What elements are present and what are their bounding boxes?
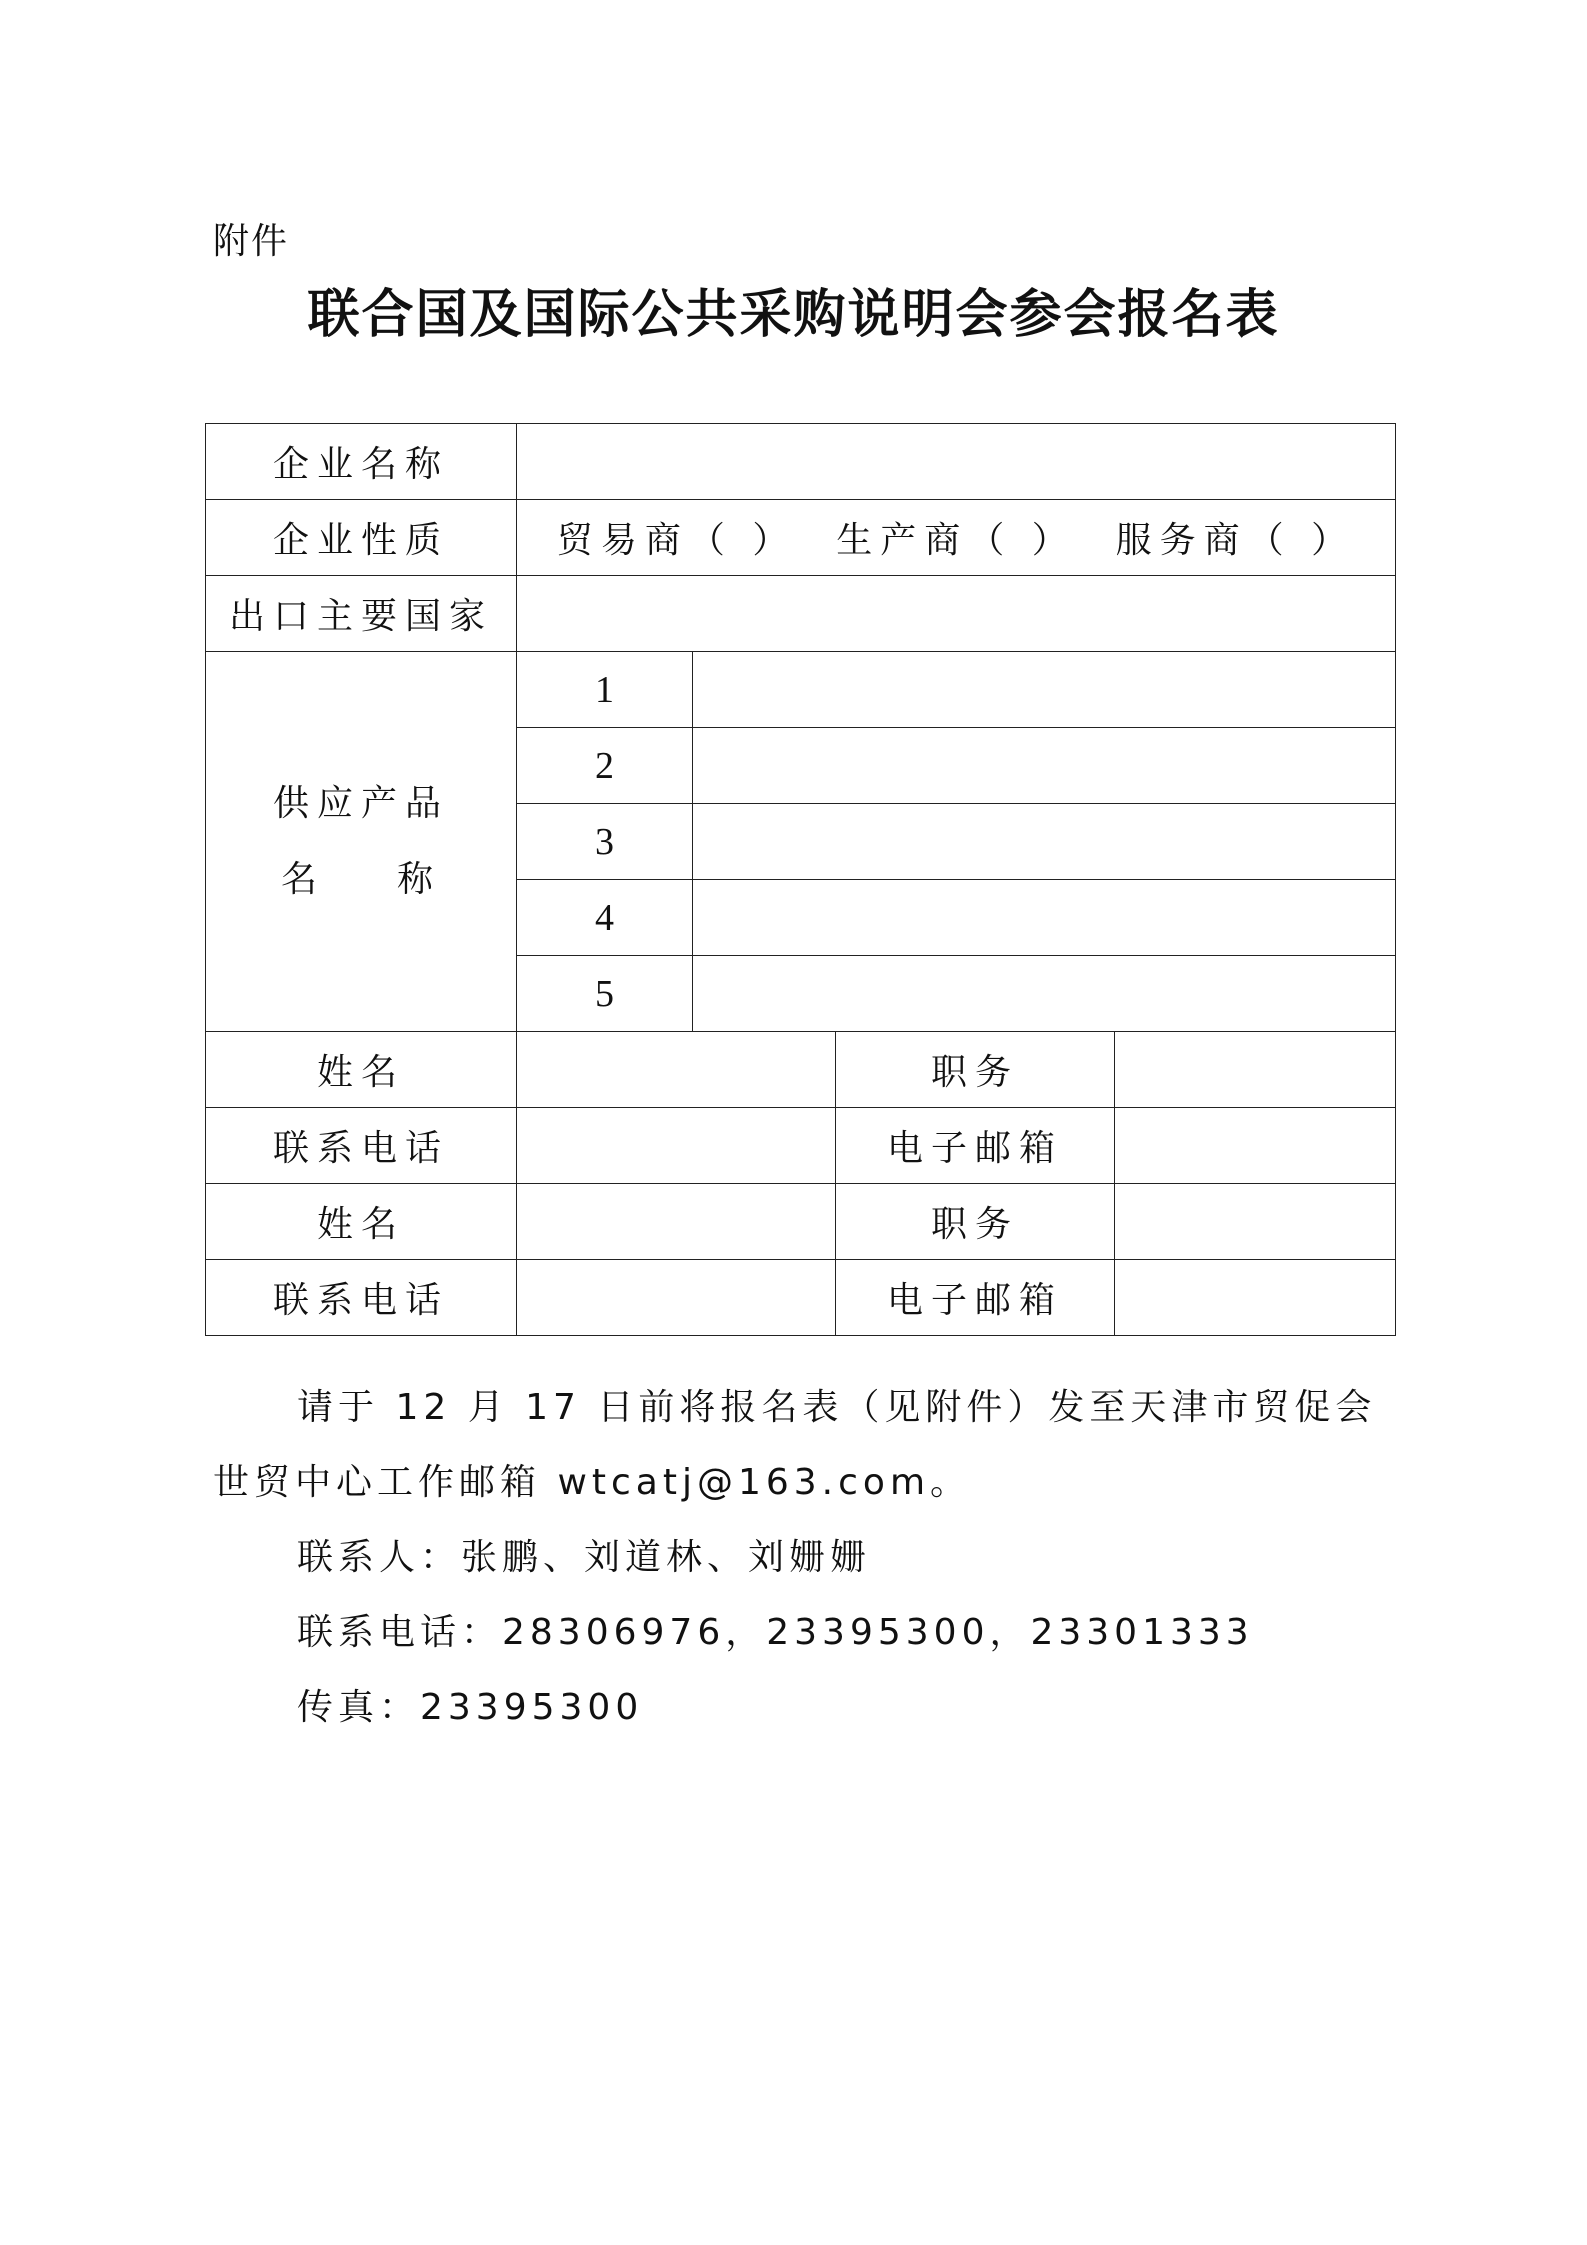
contact-position-field[interactable]	[1115, 1184, 1396, 1260]
contact-name-row	[206, 1184, 1396, 1260]
contact-phone-field[interactable]	[517, 1260, 836, 1336]
company-name-field[interactable]	[517, 424, 1396, 500]
company-type-label: 企业性质	[206, 500, 517, 576]
contact-position-label: 职务	[836, 1032, 1115, 1108]
option-trader[interactable]: 贸易商（ ）	[556, 520, 797, 561]
contact-email-label: 电子邮箱	[836, 1260, 1115, 1336]
contact-name-row	[206, 1032, 1396, 1108]
export-countries-row	[206, 576, 1396, 652]
contact-name-field[interactable]	[517, 1184, 836, 1260]
export-countries-label: 出口主要国家	[206, 576, 517, 652]
notes-section	[213, 1370, 1393, 1745]
products-label	[206, 652, 517, 1032]
product-number: 4	[517, 880, 693, 956]
form-title: 联合国及国际公共采购说明会参会报名表	[307, 284, 1280, 345]
contact-name-label: 姓名	[206, 1032, 517, 1108]
contact-phone-field[interactable]	[517, 1108, 836, 1184]
product-row	[206, 652, 1396, 728]
company-name-label: 企业名称	[206, 424, 517, 500]
contact-phone-row	[206, 1108, 1396, 1184]
company-name-row	[206, 424, 1396, 500]
contact-phone-row	[206, 1260, 1396, 1336]
contact-email-field[interactable]	[1115, 1260, 1396, 1336]
contact-name-field[interactable]	[517, 1032, 836, 1108]
products-label-char-a: 名	[281, 858, 326, 900]
fax: 传真：23395300	[297, 1687, 644, 1728]
registration-form-table	[205, 423, 1396, 1336]
attachment-label: 附件	[213, 221, 290, 262]
product-field[interactable]	[693, 728, 1396, 804]
option-manufacturer[interactable]: 生产商（ ）	[836, 520, 1076, 561]
contact-position-field[interactable]	[1115, 1032, 1396, 1108]
product-number: 2	[517, 728, 693, 804]
contact-email-label: 电子邮箱	[836, 1108, 1115, 1184]
company-type-options	[517, 500, 1396, 576]
products-label-line1: 供应产品	[272, 782, 449, 824]
contact-name-label: 姓名	[206, 1184, 517, 1260]
submit-instruction: 请于 12 月 17 日前将报名表（见附件）发至天津市贸促会世贸中心工作邮箱 wtcatj@163.com。	[213, 1387, 1377, 1503]
contact-phone: 联系电话：28306976，23395300，23301333	[297, 1612, 1254, 1653]
contact-email-field[interactable]	[1115, 1108, 1396, 1184]
contact-phone-label: 联系电话	[206, 1260, 517, 1336]
product-number: 1	[517, 652, 693, 728]
products-label-char-b: 称	[396, 858, 441, 900]
product-field[interactable]	[693, 652, 1396, 728]
option-service-provider[interactable]: 服务商（ ）	[1115, 520, 1356, 561]
product-number: 5	[517, 956, 693, 1032]
product-field[interactable]	[693, 804, 1396, 880]
product-number: 3	[517, 804, 693, 880]
contact-phone-label: 联系电话	[206, 1108, 517, 1184]
company-type-row	[206, 500, 1396, 576]
export-countries-field[interactable]	[517, 576, 1396, 652]
product-field[interactable]	[693, 880, 1396, 956]
products-label-line2	[281, 842, 441, 918]
contact-persons: 联系人：张鹏、刘道林、刘姗姗	[297, 1537, 872, 1578]
contact-position-label: 职务	[836, 1184, 1115, 1260]
product-field[interactable]	[693, 956, 1396, 1032]
